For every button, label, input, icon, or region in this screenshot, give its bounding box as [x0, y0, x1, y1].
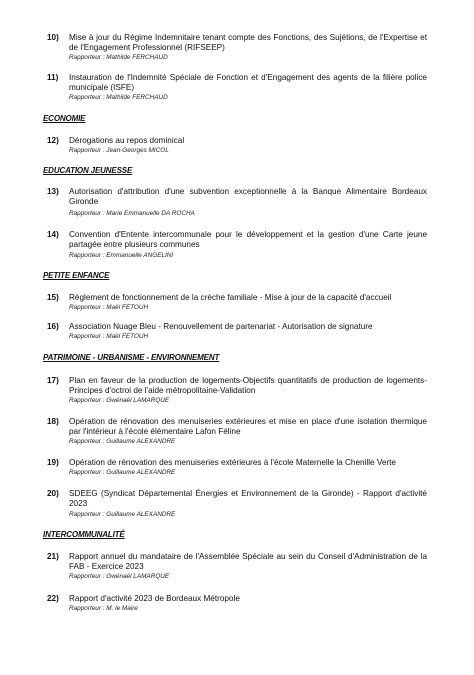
- item-number: 19): [47, 458, 59, 467]
- section-heading-intercommunalite: INTERCOMMUNALITÉ: [43, 530, 125, 539]
- item-reporter: Rapporteur : M. le Maire: [69, 605, 138, 612]
- item-reporter: Rapporteur : Guillaume ALEXANDRE: [69, 438, 176, 445]
- item-title: Opération de rénovation des menuiseries extérieures à l'école Maternelle la Chenille Verte: [69, 458, 396, 467]
- item-title: Autorisation d'attribution d'une subvention exceptionnelle à la Banque Alimentaire Bordeaux Gironde: [69, 187, 427, 206]
- item-number: 17): [47, 376, 59, 385]
- item-reporter: Rapporteur : Jean-Georges MICOL: [69, 147, 169, 154]
- item-number: 22): [47, 594, 59, 603]
- item-number: 16): [47, 322, 59, 331]
- item-reporter: Rapporteur : Marie Emmanuelle DA ROCHA: [69, 210, 195, 217]
- item-number: 18): [47, 417, 59, 426]
- item-number: 12): [47, 136, 59, 145]
- section-heading-petite-enfance: PETITE ENFANCE: [43, 271, 110, 280]
- item-title: SDEEG (Syndicat Départemental Énergies et Environnement de la Gironde) - Rapport d'activité 2023: [69, 489, 427, 508]
- item-number: 20): [47, 489, 59, 498]
- item-title: Rapport annuel du mandataire de l'Assemblée Spéciale au sein du Conseil d'Administration de la FAB - Exercice 2023: [69, 552, 427, 571]
- item-title: Mise à jour du Régime Indemnitaire tenant compte des Fonctions, des Sujétions, de l'Expertise et de l'Engagement Professionnel (RIFSEEP): [69, 33, 427, 52]
- item-title: Règlement de fonctionnement de la crèche familiale - Mise à jour de la capacité d'accueil: [69, 293, 392, 302]
- section-heading-education-jeunesse: EDUCATION JEUNESSE: [43, 166, 133, 175]
- item-number: 10): [47, 33, 59, 42]
- item-number: 15): [47, 293, 59, 302]
- item-reporter: Rapporteur : Maël FETOUH: [69, 304, 149, 311]
- section-heading-patrimoine-urbanisme-environnement: PATRIMOINE - URBANISME - ENVIRONNEMENT: [43, 353, 220, 362]
- item-reporter: Rapporteur : Maël FETOUH: [69, 333, 149, 340]
- item-number: 11): [47, 73, 59, 82]
- item-reporter: Rapporteur : Mathilde FERCHAUD: [69, 94, 168, 101]
- item-reporter: Rapporteur : Guillaume ALEXANDRE: [69, 469, 176, 476]
- item-number: 21): [47, 552, 59, 561]
- item-number: 14): [47, 230, 59, 239]
- item-number: 13): [47, 187, 59, 196]
- item-title: Convention d'Entente intercommunale pour le développement et la gestion d'une Carte jeune partagée entre plusieurs communes: [69, 230, 427, 249]
- item-reporter: Rapporteur : Guillaume ALEXANDRE: [69, 511, 176, 518]
- item-title: Dérogations au repos dominical: [69, 136, 185, 145]
- item-title: Rapport d'activité 2023 de Bordeaux Métropole: [69, 594, 240, 603]
- section-heading-economie: ECONOMIE: [43, 114, 86, 123]
- item-reporter: Rapporteur : Gwénaël LAMARQUE: [69, 573, 170, 580]
- item-reporter: Rapporteur : Gwénaël LAMARQUE: [69, 397, 170, 404]
- item-title: Opération de rénovation des menuiseries extérieures et mise en place d'une isolation thermique par l'intérieur à l'école élémentaire Lafon Féline: [69, 417, 427, 436]
- item-title: Association Nuage Bleu - Renouvellement de partenariat - Autorisation de signature: [69, 322, 373, 331]
- item-reporter: Rapporteur : Mathilde FERCHAUD: [69, 54, 168, 61]
- item-reporter: Rapporteur : Emmanuelle ANGELINI: [69, 252, 174, 259]
- item-title: Instauration de l'Indemnité Spéciale de Fonction et d'Engagement des agents de la filière police municipale (ISFE): [69, 73, 427, 92]
- item-title: Plan en faveur de la production de logements-Objectifs quantitatifs de production de logements-Principes d'octroi de l'aide métropolitaine-Validation: [69, 376, 427, 395]
